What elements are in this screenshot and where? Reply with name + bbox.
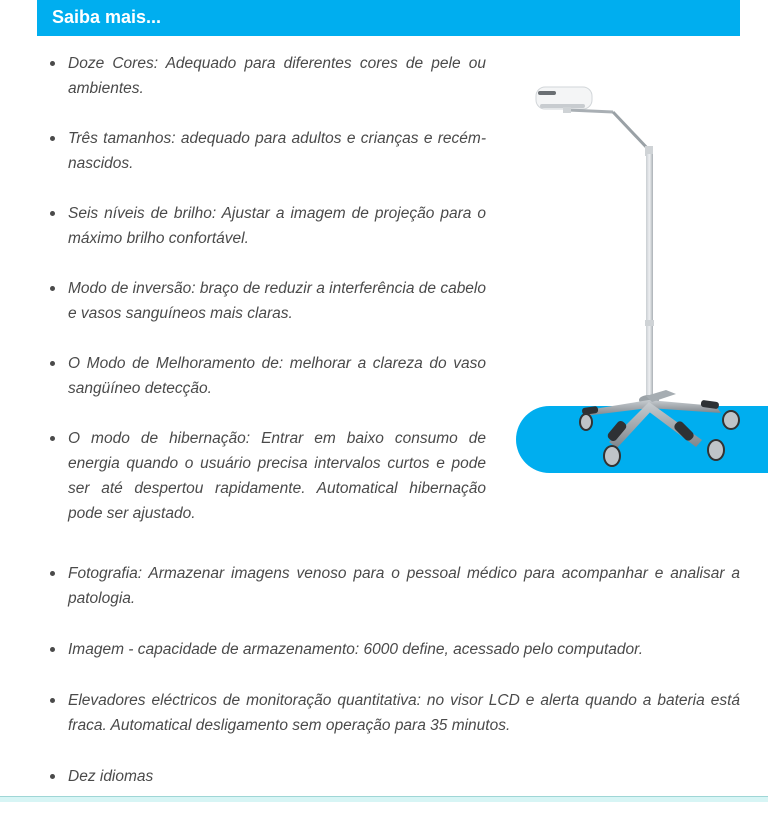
- bullet-icon: [50, 61, 55, 66]
- section-title: Saiba mais...: [52, 7, 162, 27]
- list-item-text: Imagem - capacidade de armazenamento: 6000 define, acessado pelo computador.: [68, 641, 644, 658]
- list-item-text: Doze Cores: Adequado para diferentes cores de pele ou ambientes.: [68, 55, 486, 97]
- feature-list-top: [46, 51, 486, 551]
- list-item-text: Dez idiomas: [68, 768, 154, 785]
- list-item-text: Fotografia: Armazenar imagens venoso para o pessoal médico para acompanhar e analisar a patologia.: [68, 565, 740, 607]
- list-item-text: Seis níveis de brilho: Ajustar a imagem de projeção para o máximo brilho confortável.: [68, 205, 486, 247]
- list-item: [46, 126, 486, 176]
- list-item-text: Modo de inversão: braço de reduzir a interferência de cabelo e vasos sanguíneos mais claras.: [68, 280, 486, 322]
- list-item: [46, 51, 486, 101]
- bullet-icon: [50, 698, 55, 703]
- list-item: [46, 688, 740, 738]
- list-item: [46, 637, 740, 662]
- bullet-icon: [50, 647, 55, 652]
- list-item: [46, 764, 740, 789]
- list-item: [46, 201, 486, 251]
- bullet-icon: [50, 571, 55, 576]
- footer-band: [0, 796, 768, 802]
- list-item: [46, 276, 486, 326]
- projector-head: [536, 87, 592, 109]
- bullet-icon: [50, 361, 55, 366]
- bullet-icon: [50, 211, 55, 216]
- list-item: [46, 426, 486, 526]
- list-item-text: O Modo de Melhoramento de: melhorar a clareza do vaso sangüíneo detecção.: [68, 355, 486, 397]
- caster-base: [580, 390, 739, 466]
- list-item-text: Três tamanhos: adequado para adultos e crianças e recém-nascidos.: [68, 130, 486, 172]
- bullet-icon: [50, 436, 55, 441]
- list-item: [46, 351, 486, 401]
- vein-viewer-stand-icon: [516, 70, 768, 470]
- list-item-text: O modo de hibernação: Entrar em baixo consumo de energia quando o usuário precisa intervalos curtos e pode ser até despertou rapidamente. Automatical hibernação pode ser ajustado.: [68, 430, 486, 522]
- section-header: [37, 0, 740, 36]
- list-item-text: Elevadores eléctricos de monitoração quantitativa: no visor LCD e alerta quando a bateria está fraca. Automatical desligamento sem operação para 35 minutos.: [68, 692, 740, 734]
- bullet-icon: [50, 286, 55, 291]
- bullet-icon: [50, 774, 55, 779]
- bullet-icon: [50, 136, 55, 141]
- list-item: [46, 561, 740, 611]
- feature-list-bottom: [46, 561, 740, 815]
